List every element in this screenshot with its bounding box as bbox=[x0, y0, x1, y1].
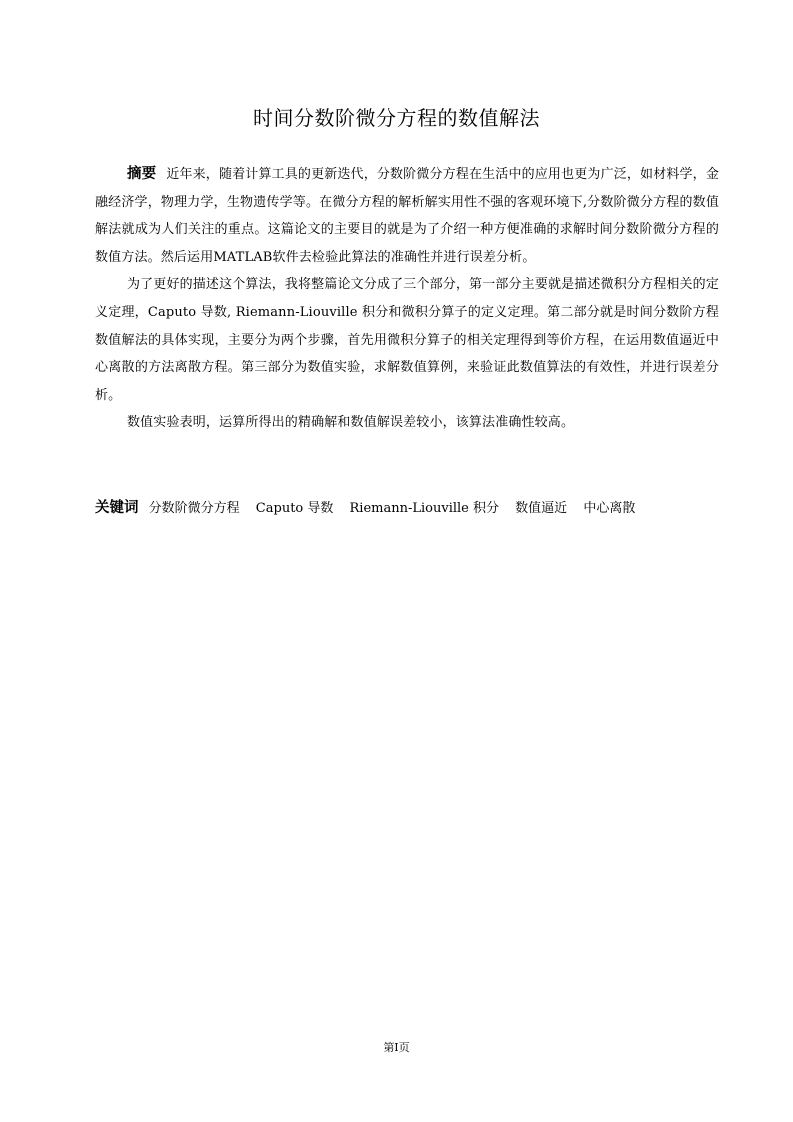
keyword-item: 数值逼近 bbox=[515, 501, 568, 516]
abstract-paragraph bbox=[95, 161, 719, 271]
keywords-label: 关键词 bbox=[95, 500, 139, 516]
keyword-item: 中心离散 bbox=[583, 501, 636, 516]
keywords-section bbox=[95, 495, 719, 522]
abstract-paragraph-text: 近年来，随着计算工具的更新迭代，分数阶微分方程在生活中的应用也更为广泛，如材料学，金融经济学，物理力学，生物遗传学等。在微分方程的解析解实用性不强的客观环境下,分数阶微分方程的数值解法就成为人们关注的重点。这篇论文的主要目的就是为了介绍一种方便准确的求解时间分数阶微分方程的数值方法。然后运用MATLAB软件去检验此算法的准确性并进行误差分析。 bbox=[95, 167, 719, 265]
abstract-section bbox=[95, 161, 719, 437]
page-number: 第I页 bbox=[383, 1041, 410, 1054]
keyword-item: Riemann-Liouville 积分 bbox=[349, 501, 500, 516]
abstract-label: 摘要 bbox=[127, 166, 157, 182]
abstract-paragraph: 为了更好的描述这个算法，我将整篇论文分成了三个部分，第一部分主要就是描述微积分方程相关的定义定理，Caputo 导数, Riemann-Liouville 积分和微积分算子的定义定理。第二部分就是时间分数阶方程数值解法的具体实现，主要分为两个步骤，首先用微积分算子的相关定理得到等价方程，在运用数值逼近中心离散的方法离散方程。第三部分为数值实验，求解数值算例，来验证此数值算法的有效性，并进行误差分析。 bbox=[95, 277, 719, 403]
document-title: 时间分数阶微分方程的数值解法 bbox=[253, 106, 540, 130]
keyword-item: Caputo 导数 bbox=[255, 501, 334, 516]
abstract-paragraph: 数值实验表明，运算所得出的精确解和数值解误差较小，该算法准确性较高。 bbox=[127, 415, 575, 431]
keyword-item: 分数阶微分方程 bbox=[148, 501, 240, 516]
